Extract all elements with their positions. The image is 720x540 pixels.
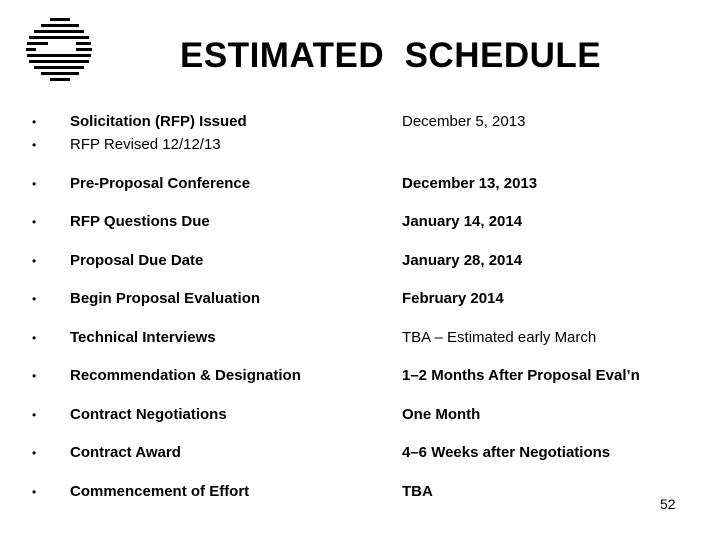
schedule-date: 1–2 Months After Proposal Eval’n — [402, 367, 640, 384]
schedule-row — [0, 404, 720, 426]
schedule-date: January 14, 2014 — [402, 213, 523, 230]
schedule-date: One Month — [402, 406, 481, 423]
bullet: • — [32, 138, 37, 152]
bullet: • — [32, 446, 37, 460]
schedule-date: TBA – Estimated early March — [402, 329, 597, 346]
bullet: • — [32, 177, 37, 191]
schedule-item: Pre-Proposal Conference — [70, 175, 251, 192]
schedule-row — [0, 250, 720, 272]
bullet: • — [32, 215, 37, 229]
schedule-date: December 13, 2013 — [402, 175, 538, 192]
schedule-row — [0, 111, 720, 133]
bullet: • — [32, 292, 37, 306]
schedule-item: RFP Questions Due — [70, 213, 210, 230]
schedule-item: Proposal Due Date — [70, 252, 204, 269]
schedule-row — [0, 288, 720, 310]
schedule-row — [0, 327, 720, 349]
schedule-item: Technical Interviews — [70, 329, 216, 346]
schedule-date: 4–6 Weeks after Negotiations — [402, 444, 611, 461]
page-title: ESTIMATED SCHEDULE — [180, 36, 602, 75]
schedule-date: December 5, 2013 — [402, 113, 526, 130]
bullet: • — [32, 254, 37, 268]
bullet: • — [32, 485, 37, 499]
bullet: • — [32, 331, 37, 345]
bullet: • — [32, 408, 37, 422]
schedule-item: Contract Negotiations — [70, 406, 227, 423]
schedule-item: Contract Award — [70, 444, 181, 461]
schedule-row — [0, 211, 720, 233]
schedule-date: February 2014 — [402, 290, 504, 307]
schedule-item: Begin Proposal Evaluation — [70, 290, 261, 307]
schedule-row — [0, 365, 720, 387]
schedule-item: RFP Revised 12/12/13 — [70, 136, 221, 153]
schedule-row — [0, 173, 720, 195]
page-number: 52 — [660, 496, 676, 512]
striped-globe-logo-icon — [24, 18, 96, 84]
schedule-row — [0, 442, 720, 464]
bullet: • — [32, 369, 37, 383]
schedule-item: Commencement of Effort — [70, 483, 250, 500]
schedule-row — [0, 134, 720, 156]
schedule-item: Recommendation & Designation — [70, 367, 301, 384]
bullet: • — [32, 115, 37, 129]
schedule-date: January 28, 2014 — [402, 252, 523, 269]
schedule-item: Solicitation (RFP) Issued — [70, 113, 247, 130]
schedule-date: TBA — [402, 483, 433, 500]
schedule-row — [0, 481, 720, 503]
